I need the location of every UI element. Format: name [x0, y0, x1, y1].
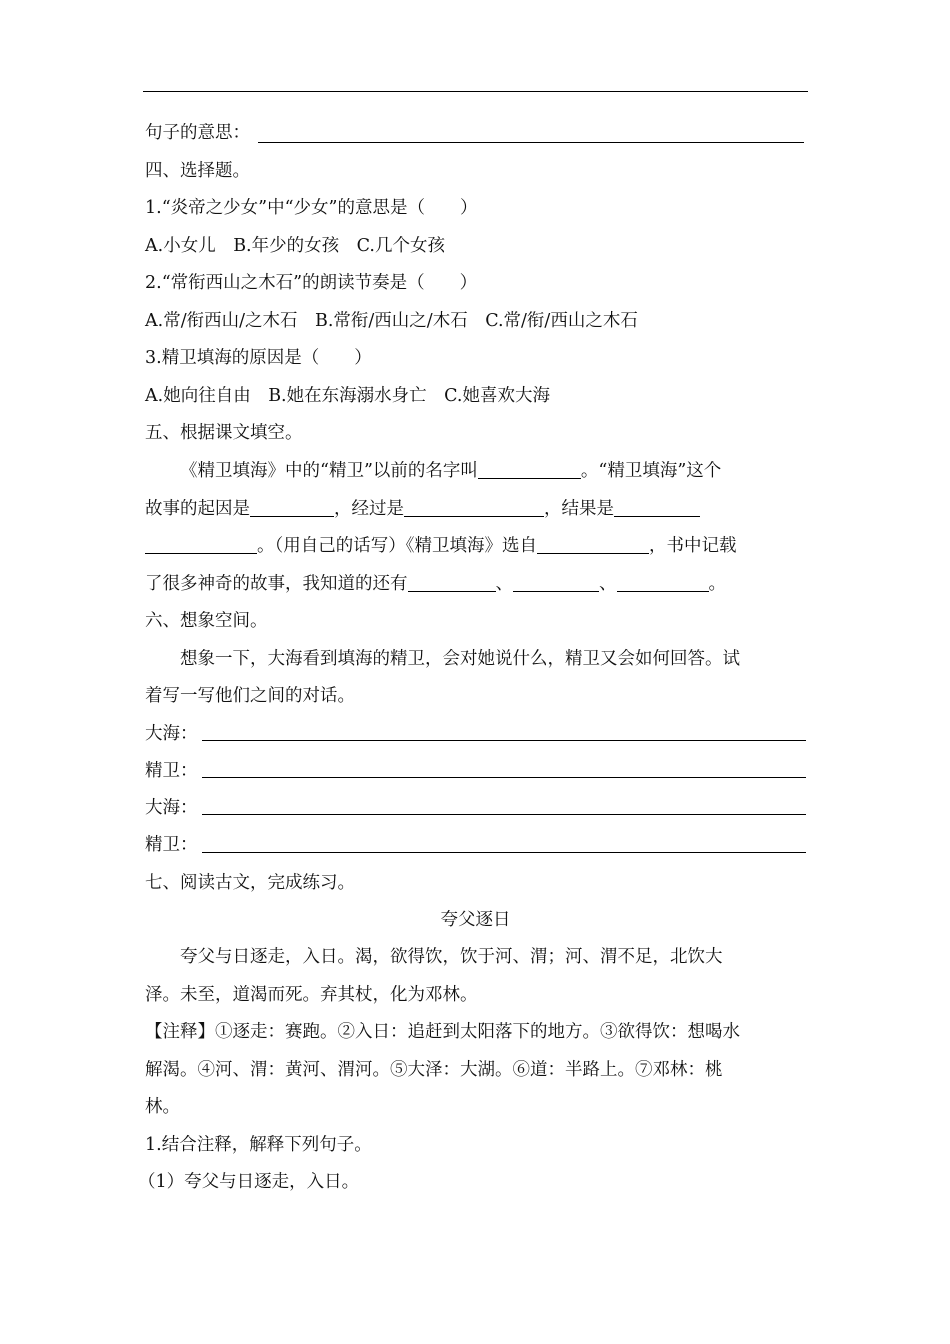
section-4-title: 四、选择题。: [145, 161, 250, 181]
fill-line-3: [145, 533, 737, 559]
fill-text: 。: [708, 574, 726, 594]
question-4-1-options: A.小女儿 B.年少的女孩 C.几个女孩: [145, 236, 445, 256]
fill-line-1: [180, 458, 721, 484]
dialog-answer-line[interactable]: [202, 814, 806, 815]
fill-text: 了很多神奇的故事，我知道的还有: [145, 574, 408, 594]
question-4-1: 1.“炎帝之少女”中“少女”的意思是（ ）: [145, 198, 478, 218]
fill-text: 、: [495, 574, 513, 594]
answer-line[interactable]: [258, 142, 804, 143]
question-4-3-options: A.她向往自由 B.她在东海溺水身亡 C.她喜欢大海: [145, 386, 550, 406]
fill-blank[interactable]: [408, 574, 496, 592]
dialog-label-sea: 大海：: [145, 798, 198, 818]
fill-text: 故事的起因是: [145, 499, 250, 519]
story-title: 夸父逐日: [440, 910, 511, 930]
fill-blank[interactable]: [513, 574, 599, 592]
section-5-title: 五、根据课文填空。: [145, 423, 303, 443]
fill-blank[interactable]: [250, 499, 334, 517]
fill-blank[interactable]: [617, 574, 709, 592]
section-7-title: 七、阅读古文，完成练习。: [145, 873, 355, 893]
question-7-1-1: （1）夸父与日逐走，入日。: [138, 1172, 360, 1192]
notes-line-2: 解渴。④河、渭：黄河、渭河。⑤大泽：大湖。⑥道：半路上。⑦邓林：桃: [145, 1060, 723, 1080]
header-rule: [143, 91, 808, 92]
dialog-label-jingwei: 精卫：: [145, 835, 198, 855]
fill-blank[interactable]: [614, 499, 700, 517]
fill-line-2: [145, 496, 700, 522]
question-4-2: 2.“常衔西山之木石”的朗读节奏是（ ）: [145, 273, 478, 293]
notes-line-3: 林。: [145, 1097, 180, 1117]
fill-blank[interactable]: [478, 461, 581, 479]
fill-text: 。（用自己的话写）《精卫填海》选自: [257, 536, 537, 556]
dialog-answer-line[interactable]: [202, 777, 806, 778]
section-6-prompt-line-1: 想象一下，大海看到填海的精卫，会对她说什么，精卫又会如何回答。试: [180, 649, 740, 669]
fill-line-4: [145, 571, 726, 597]
section-6-prompt-line-2: 着写一写他们之间的对话。: [145, 686, 355, 706]
fill-blank[interactable]: [537, 536, 649, 554]
notes-line-1: 【注释】①逐走：赛跑。②入日：追赶到太阳落下的地方。③欲得饮：想喝水: [145, 1022, 740, 1042]
fill-text: ，结果是: [544, 499, 614, 519]
fill-text: 《精卫填海》中的“精卫”以前的名字叫: [180, 461, 478, 481]
fill-text: 、: [599, 574, 617, 594]
fill-text: ，书中记载: [649, 536, 737, 556]
dialog-answer-line[interactable]: [202, 740, 806, 741]
fill-text: ，经过是: [334, 499, 404, 519]
dialog-label-sea: 大海：: [145, 724, 198, 744]
story-text-line-2: 泽。未至，道渴而死。弃其杖，化为邓林。: [145, 985, 478, 1005]
question-4-3: 3.精卫填海的原因是（ ）: [145, 348, 372, 368]
fill-blank[interactable]: [404, 499, 544, 517]
dialog-answer-line[interactable]: [202, 852, 806, 853]
fill-blank[interactable]: [145, 536, 257, 554]
section-6-title: 六、想象空间。: [145, 611, 268, 631]
fill-text: 。“精卫填海”这个: [580, 461, 722, 481]
question-4-2-options: A.常/衔西山/之木石 B.常衔/西山之/木石 C.常/衔/西山之木石: [145, 311, 638, 331]
story-text-line-1: 夸父与日逐走，入日。渴，欲得饮，饮于河、渭；河、渭不足，北饮大: [180, 947, 723, 967]
sentence-meaning-label: 句子的意思：: [145, 123, 250, 143]
dialog-label-jingwei: 精卫：: [145, 761, 198, 781]
question-7-1: 1.结合注释，解释下列句子。: [145, 1135, 372, 1155]
